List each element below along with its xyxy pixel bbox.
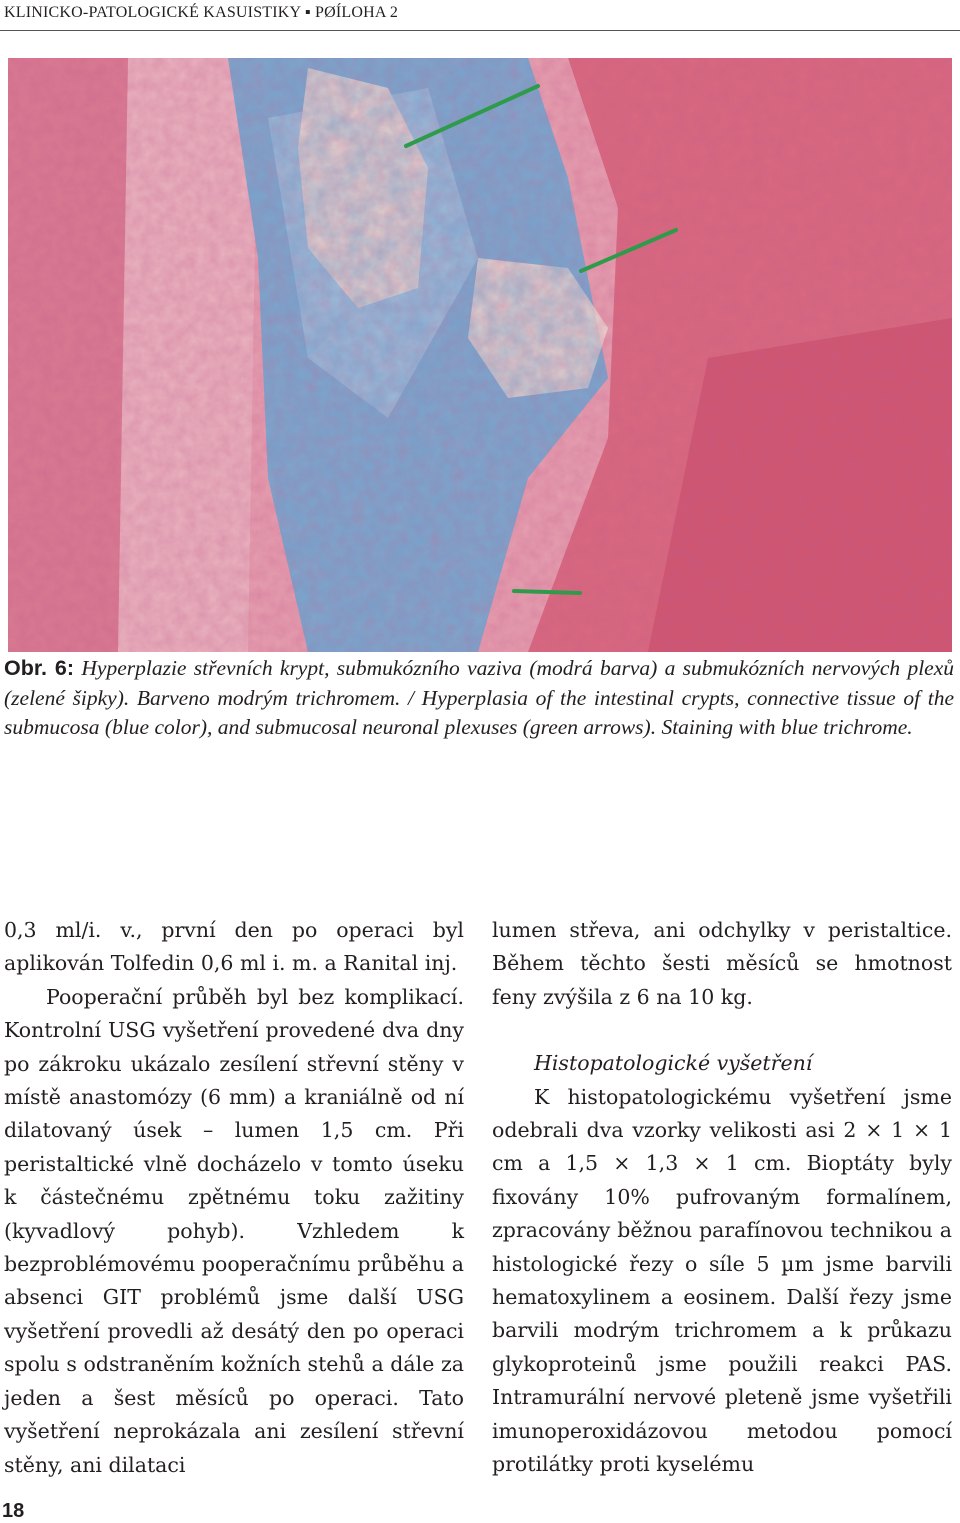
green-arrow-3 — [514, 591, 580, 593]
figure-label: Obr. 6: — [4, 656, 75, 680]
section-heading: Histopatologické vyšetření — [534, 1051, 813, 1076]
caption-czech: Hyperplazie střevních krypt, submukózního vaziva (modrá barva) a submukózních nervových plexů (zelené šipky). Barveno modrým trichromem. — [4, 656, 955, 710]
right-column — [492, 914, 952, 1482]
histology-figure — [8, 58, 952, 652]
caption-english: / Hyperplasia of the intestinal crypts, connective tissue of the submucosa (blue color), and submucosal neuronal plexuses (green arrows). Staining with blue trichrome. — [4, 685, 954, 739]
histology-micrograph — [8, 58, 952, 652]
section-paragraph: K histopatologickému vyšetření jsme odebrali dva vzorky velikosti asi 2 × 1 × 1 cm a 1,5 × 1,3 × 1 cm. Bioptáty byly fixovány 10% pufrovaným formalínem, zpracovány běžnou parafínovou technikou a histologické řezy o síle 5 µm jsme barvili hematoxylinem a eosinem. Další řezy jsme barvili modrým trichromem a k průkazu glykoproteinů jsme použili reakci PAS. Intramurální nervové pleteně jsme vyšetřili imunoperoxidázovou metodou pomocí protilátky proti kyselému — [492, 1084, 952, 1477]
running-head: KLINICKO-PATOLOGICKÉ KASUISTIKY ▪ PØÍLOHA 2 — [4, 4, 399, 21]
figure-caption — [4, 654, 954, 743]
right-paragraph-1: lumen střeva, ani odchylky v peristaltice. Během těchto šesti měsíců se hmotnost feny zvýšila z 6 na 10 kg. — [492, 918, 952, 1009]
header-rule — [0, 30, 960, 31]
left-column — [4, 914, 464, 1482]
left-paragraph-2: Pooperační průběh byl bez komplikací. Kontrolní USG vyšetření provedené dva dny po zákroku ukázalo zesílení střevní stěny v místě anastomózy (6 mm) a kraniálně od ní dilatovaný úsek – lumen 1,5 cm. Při peristaltické vlně docházelo v tomto úseku k částečnému zpětnému toku zažitiny (kyvadlový pohyb). Vzhledem k bezproblémovému pooperačnímu průběhu a absenci GIT problémů jsme další USG vyšetření provedli až desátý den po operaci spolu s odstraněním kožních stehů a dále za jeden a šest měsíců po operaci. Tato vyšetření neprokázala ani zesílení střevní stěny, ani dilataci — [4, 984, 464, 1477]
left-paragraph-1: 0,3 ml/i. v., první den po operaci byl aplikován Tolfedin 0,6 ml i. m. a Ranital inj. — [4, 918, 464, 976]
page-number: 18 — [2, 1500, 25, 1522]
